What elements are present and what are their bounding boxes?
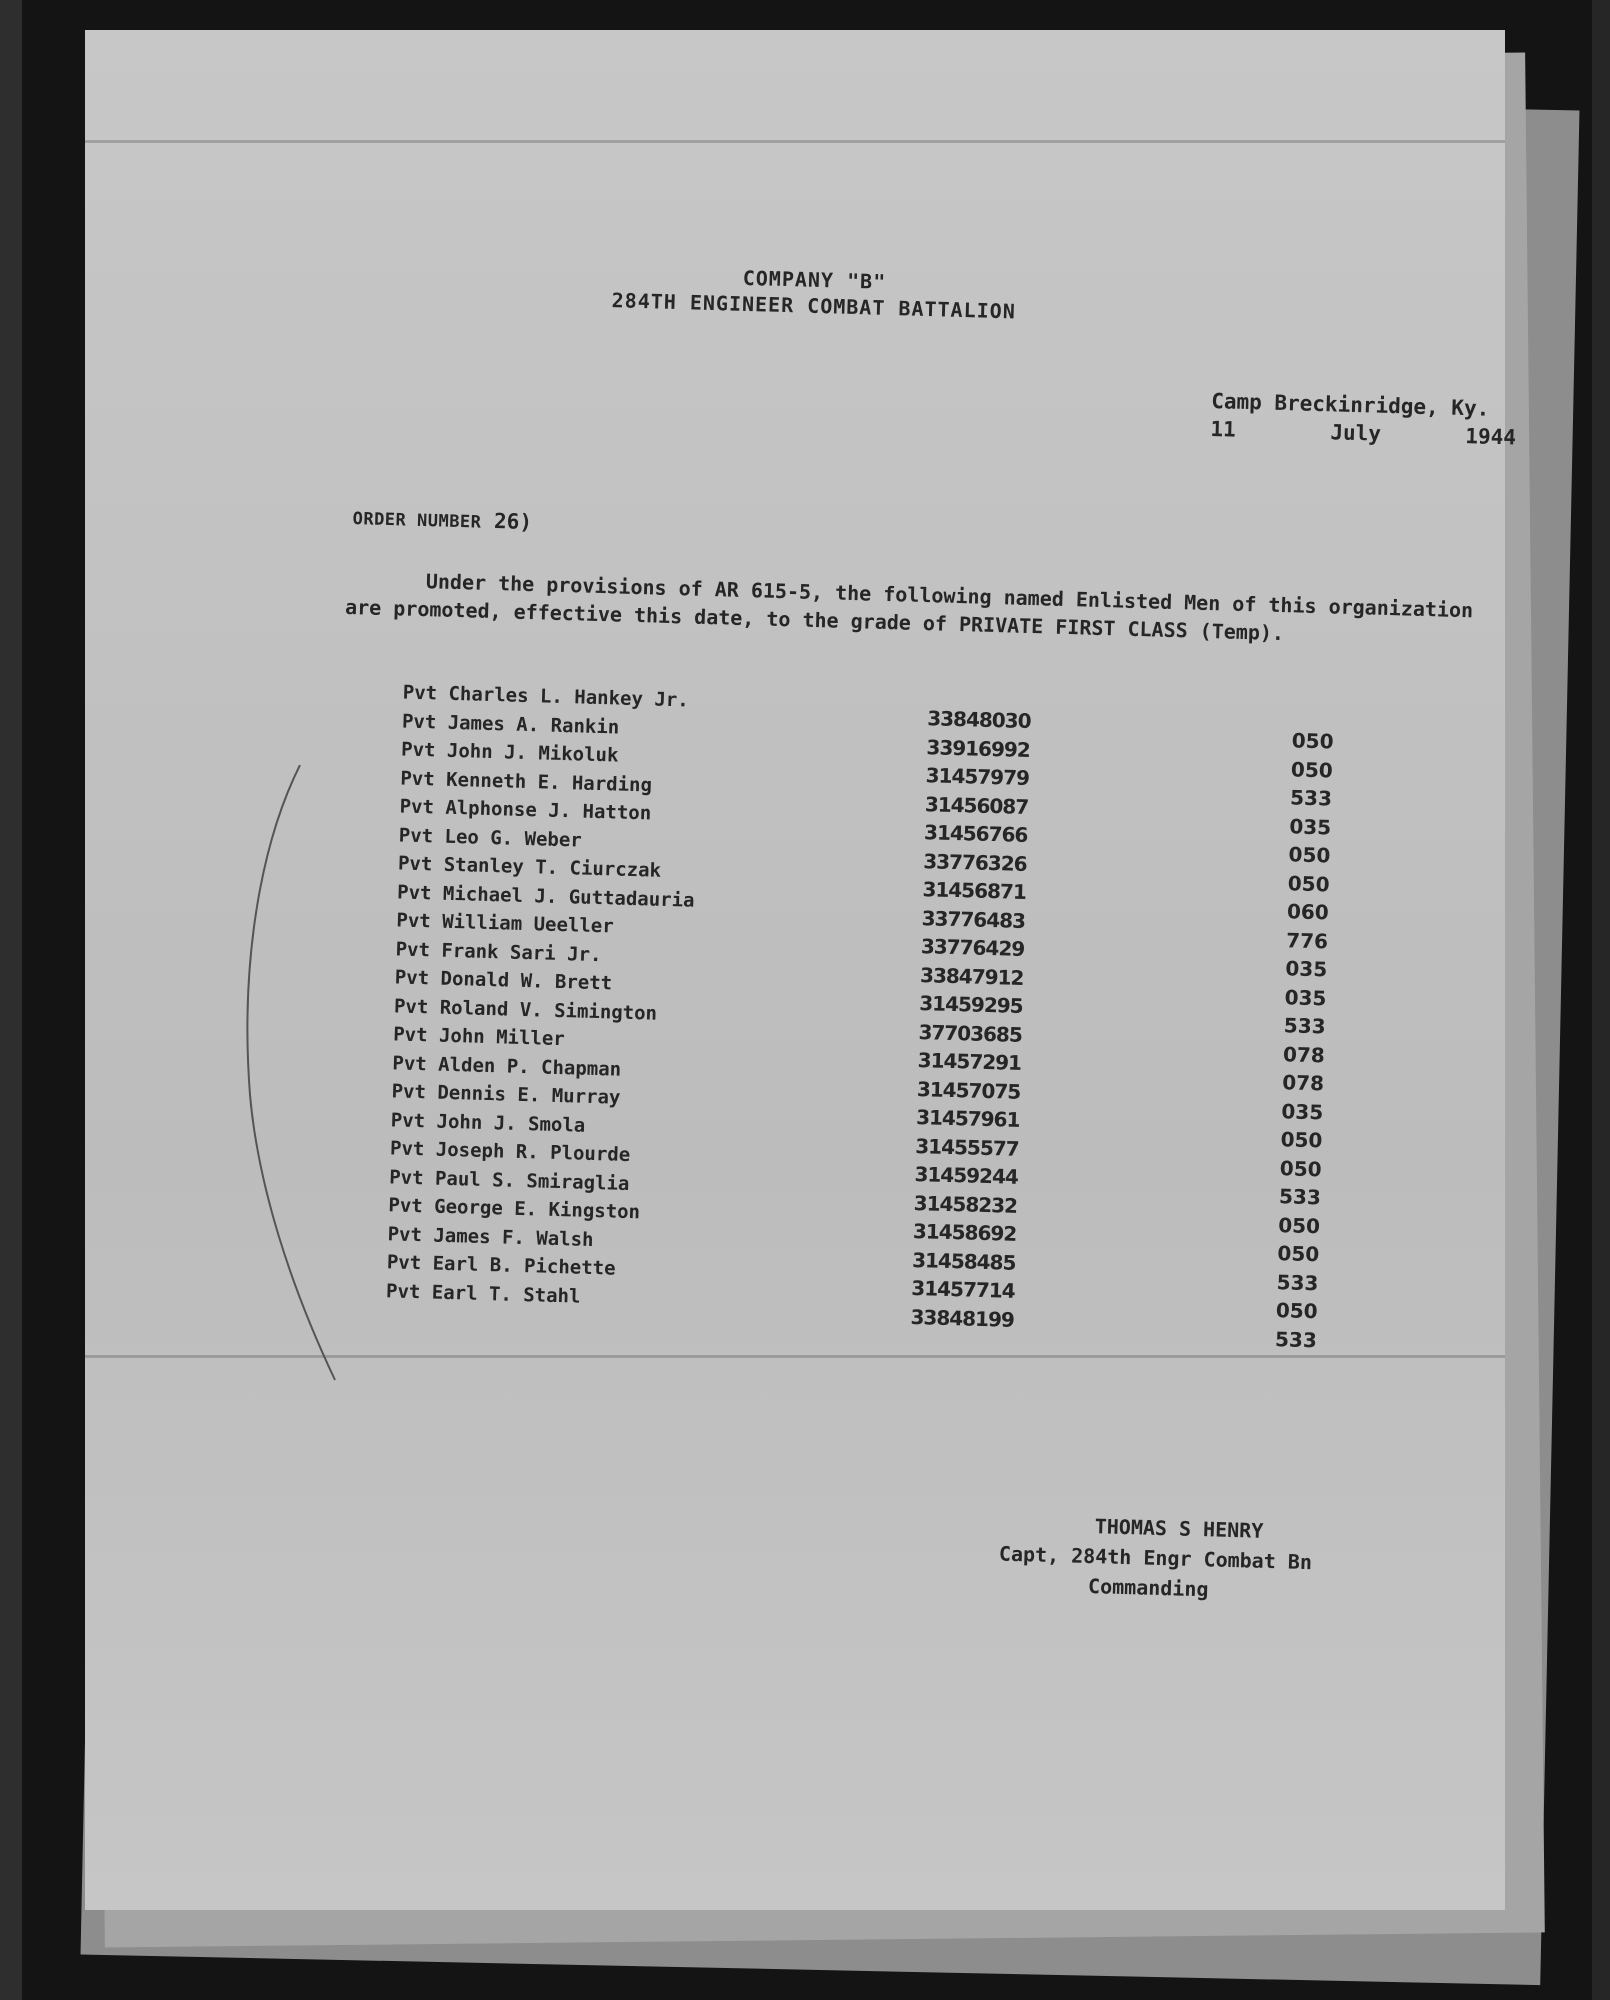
roster-name: Pvt Earl T. Stahl bbox=[385, 1279, 581, 1308]
roster-name: Pvt Leo G. Weber bbox=[398, 823, 583, 852]
roster-serial-number: 31458232 bbox=[913, 1190, 1018, 1218]
order-document bbox=[316, 255, 1555, 1688]
roster-code: 035 bbox=[1284, 984, 1327, 1010]
roster-serial-number: 31456871 bbox=[922, 877, 1027, 904]
roster-serial-number: 33848030 bbox=[926, 706, 1031, 734]
company-header: COMPANY "B" bbox=[742, 265, 887, 294]
date-month: July bbox=[1330, 420, 1382, 446]
roster-code: 533 bbox=[1274, 1326, 1318, 1352]
roster-name: Pvt Alden P. Chapman bbox=[392, 1051, 622, 1081]
roster-code: 533 bbox=[1278, 1184, 1322, 1210]
roster-name: Pvt Earl B. Pichette bbox=[386, 1251, 616, 1280]
roster-serial-number: 31457075 bbox=[916, 1076, 1021, 1104]
roster-code: 050 bbox=[1288, 842, 1331, 868]
signatory-role: Commanding bbox=[1087, 1573, 1209, 1602]
roster-name: Pvt John J. Mikoluk bbox=[400, 738, 619, 767]
order-number: 26) bbox=[493, 508, 533, 535]
roster-code: 533 bbox=[1276, 1269, 1319, 1295]
roster-code: 050 bbox=[1287, 870, 1330, 896]
roster-serial-number: 33776429 bbox=[920, 934, 1025, 961]
roster-name: Pvt Charles L. Hankey Jr. bbox=[402, 681, 689, 712]
signatory-title: Capt, 284th Engr Combat Bn bbox=[998, 1541, 1313, 1575]
roster-name: Pvt Stanley T. Ciurczak bbox=[397, 852, 662, 882]
roster-serial-number: 31458692 bbox=[912, 1218, 1017, 1246]
fold-line-top bbox=[85, 140, 1505, 143]
roster-name: Pvt Michael J. Guttadauria bbox=[396, 880, 695, 912]
roster-code: 035 bbox=[1285, 956, 1328, 982]
document-page bbox=[85, 30, 1517, 1910]
roster-code: 060 bbox=[1286, 899, 1330, 925]
roster-code: 050 bbox=[1291, 728, 1334, 754]
roster-serial-number: 33848199 bbox=[910, 1304, 1015, 1332]
roster-serial-number: 31456766 bbox=[923, 820, 1028, 847]
signature-block bbox=[998, 1509, 1313, 1608]
roster-serial-number: 33776483 bbox=[921, 905, 1026, 933]
roster-serial-number: 31459244 bbox=[914, 1161, 1019, 1189]
roster-serial-number: 31457979 bbox=[925, 763, 1030, 791]
roster-serial-number: 31459295 bbox=[918, 991, 1023, 1018]
battalion-header: 284TH ENGINEER COMBAT BATTALION bbox=[611, 288, 1017, 324]
roster-serial-number: 31455577 bbox=[915, 1133, 1019, 1161]
roster-name: Pvt Frank Sari Jr. bbox=[395, 937, 602, 966]
roster-name: Pvt John Miller bbox=[392, 1023, 566, 1051]
roster-name: Pvt George E. Kingston bbox=[388, 1194, 641, 1224]
roster-code: 050 bbox=[1277, 1212, 1321, 1238]
roster-serial-number: 31456087 bbox=[924, 791, 1029, 819]
roster-serial-number: 31457961 bbox=[915, 1105, 1020, 1132]
date-year: 1944 bbox=[1465, 424, 1517, 450]
roster-code: 533 bbox=[1283, 1013, 1326, 1039]
roster-code: 776 bbox=[1285, 927, 1329, 953]
place-line: Camp Breckinridge, Ky. bbox=[1210, 388, 1490, 421]
roster-code: 050 bbox=[1290, 756, 1334, 782]
roster-name: Pvt Roland V. Simington bbox=[393, 994, 658, 1025]
roster-name: Pvt Paul S. Smiraglia bbox=[388, 1165, 630, 1195]
roster-serial-number: 33776326 bbox=[922, 848, 1027, 876]
roster-serial-number: 37703685 bbox=[918, 1019, 1023, 1047]
roster-code: 078 bbox=[1282, 1041, 1326, 1067]
roster-code: 050 bbox=[1280, 1127, 1323, 1153]
roster-code: 050 bbox=[1275, 1298, 1318, 1324]
roster-name: Pvt Donald W. Brett bbox=[394, 966, 613, 995]
roster-code: 078 bbox=[1281, 1070, 1325, 1096]
date-day: 11 bbox=[1210, 416, 1237, 442]
roster-name: Pvt James A. Rankin bbox=[401, 709, 620, 739]
roster-code: 035 bbox=[1281, 1098, 1324, 1124]
roster-name: Pvt Alphonse J. Hatton bbox=[399, 795, 652, 825]
roster-name: Pvt John J. Smola bbox=[390, 1108, 586, 1137]
order-number-line bbox=[352, 505, 532, 534]
film-edge-right bbox=[1592, 0, 1610, 2000]
roster-code: 050 bbox=[1279, 1155, 1322, 1181]
roster-serial-number: 33916992 bbox=[926, 734, 1031, 762]
signatory-name: THOMAS S HENRY bbox=[1094, 1514, 1264, 1543]
roster-name: Pvt Kenneth E. Harding bbox=[400, 766, 653, 796]
roster-name: Pvt James F. Walsh bbox=[387, 1222, 594, 1251]
roster-name: Pvt Joseph R. Plourde bbox=[389, 1137, 631, 1167]
roster-code: 035 bbox=[1289, 813, 1332, 839]
roster-list bbox=[385, 681, 1523, 1352]
roster-name: Pvt William Ueeller bbox=[396, 909, 615, 938]
roster-code: 533 bbox=[1289, 785, 1333, 811]
roster-serial-number: 31458485 bbox=[911, 1247, 1016, 1275]
order-body-paragraph: Under the provisions of AR 615-5, the following named Enlisted Men of this organization are promoted, effective this date, to the grade of PRIVATE FIRST CLASS (Temp). bbox=[344, 569, 1474, 646]
roster-serial-number: 33847912 bbox=[919, 962, 1024, 990]
date-line bbox=[1210, 416, 1541, 450]
roster-serial-number: 31457714 bbox=[911, 1275, 1015, 1303]
roster-name: Pvt Dennis E. Murray bbox=[391, 1080, 621, 1109]
roster-serial-number: 31457291 bbox=[917, 1048, 1022, 1075]
roster-code: 050 bbox=[1277, 1241, 1320, 1267]
order-label: ORDER NUMBER bbox=[352, 509, 482, 533]
film-edge-left bbox=[0, 0, 22, 2000]
